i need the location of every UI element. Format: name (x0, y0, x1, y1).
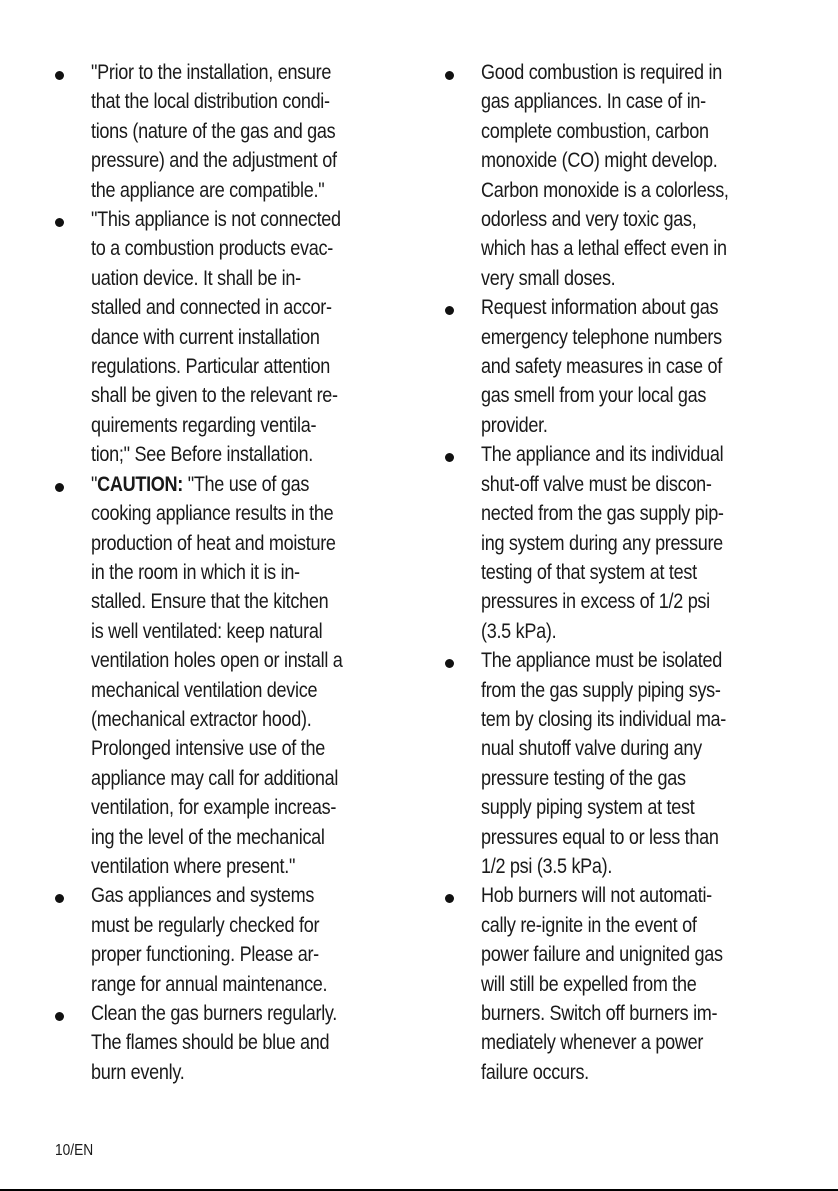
caution-first-line (91, 470, 357, 499)
text-line: The flames should be blue and (91, 1031, 330, 1055)
caution-label: CAUTION: (97, 472, 183, 496)
bullet-item (55, 205, 400, 470)
text-line: Hob burners will not automati- (481, 884, 712, 908)
text-line: to a combustion products evac- (91, 237, 333, 261)
bullet-item (445, 440, 785, 646)
text-line: burners. Switch off burners im- (481, 1002, 718, 1025)
bullet-dot-icon (55, 1012, 64, 1021)
text-line: pressures equal to or less than (481, 825, 719, 849)
bullet-item (445, 58, 785, 293)
bullet-dot-icon (445, 453, 454, 462)
right-column (445, 58, 785, 1087)
text-line: from the gas supply piping sys- (481, 678, 721, 702)
text-line: The appliance and its individual (481, 443, 724, 467)
bullet-dot-icon (445, 894, 454, 903)
text-line: tion;" See Before installation. (91, 443, 313, 467)
text-line: appliance may call for additional (91, 766, 339, 790)
text-line: that the local distribution condi- (91, 90, 330, 114)
text-line: range for annual maintenance. (91, 972, 328, 996)
text-line: ventilation, for example increas- (91, 796, 337, 820)
text-line: pressure testing of the gas (481, 766, 686, 790)
bullet-item (445, 646, 785, 881)
text-line: in the room in which it is in- (91, 560, 300, 584)
bullet-dot-icon (445, 659, 454, 668)
text-line: which has a lethal effect even in (481, 237, 727, 261)
text-line: odorless and very toxic gas, (481, 208, 697, 232)
page-number: 10/EN (55, 1142, 94, 1159)
bullet-dot-icon (445, 71, 454, 80)
text-line: provider. (481, 413, 548, 437)
text-line: ventilation where present." (91, 854, 296, 878)
text-line: ing system during any pressure (481, 531, 723, 555)
text-line: pressure) and the adjustment of (91, 149, 337, 173)
text-line: will still be expelled from the (481, 972, 697, 996)
text-line: tem by closing its individual ma- (481, 707, 727, 731)
text-line: production of heat and moisture (91, 531, 336, 555)
text-line: (3.5 kPa). (481, 619, 557, 643)
text-line: proper functioning. Please ar- (91, 943, 319, 967)
text-line: power failure and unignited gas (481, 943, 723, 967)
text-line: 1/2 psi (3.5 kPa). (481, 854, 613, 878)
text-line: (mechanical extractor hood). (91, 707, 312, 731)
bullet-dot-icon (445, 306, 454, 315)
text-line: Gas appliances and systems (91, 884, 315, 908)
caution-bullet-item (55, 470, 400, 882)
text-line: very small doses. (481, 266, 616, 290)
text-line: tions (nature of the gas and gas (91, 119, 336, 143)
text-line: mediately whenever a power (481, 1031, 704, 1055)
text-line: stalled and connected in accor- (91, 296, 332, 320)
text-line: quirements regarding ventila- (91, 413, 317, 437)
text-line: shall be given to the relevant re- (91, 384, 338, 408)
text-line: nected from the gas supply pip- (481, 502, 724, 526)
text-line: ventilation holes open or install a (91, 649, 343, 673)
text-line: the appliance are compatible." (91, 178, 325, 202)
text-line: Carbon monoxide is a colorless, (481, 178, 729, 202)
text-line: "This appliance is not connected (91, 208, 341, 232)
caution-open-quote: " (91, 472, 98, 496)
text-line: pressures in excess of 1/2 psi (481, 590, 710, 614)
bullet-dot-icon (55, 483, 64, 492)
text-line: must be regularly checked for (91, 913, 320, 937)
text-line: gas smell from your local gas (481, 384, 707, 408)
text-line: cally re-ignite in the event of (481, 913, 697, 937)
text-line: nual shutoff valve during any (481, 737, 702, 761)
text-line: is well ventilated: keep natural (91, 619, 323, 643)
text-line: Prolonged intensive use of the (91, 737, 325, 761)
left-column (55, 58, 400, 1087)
bullet-item (55, 999, 400, 1087)
text-line: "Prior to the installation, ensure (91, 61, 332, 84)
bullet-dot-icon (55, 894, 64, 903)
text-line: monoxide (CO) might develop. (481, 149, 718, 173)
bullet-dot-icon (55, 71, 64, 80)
text-line: supply piping system at test (481, 796, 695, 820)
text-line: uation device. It shall be in- (91, 266, 301, 290)
text-line: Clean the gas burners regularly. (91, 1002, 338, 1025)
text-line: The appliance must be isolated (481, 649, 722, 673)
text-line: complete combustion, carbon (481, 119, 709, 143)
bullet-dot-icon (55, 218, 64, 227)
text-line: Request information about gas (481, 296, 719, 320)
text-line: and safety measures in case of (481, 355, 722, 379)
bullet-item (445, 293, 785, 440)
bullet-item (55, 58, 400, 205)
caution-first-line-text: "The use of gas (182, 472, 310, 496)
text-line: dance with current installation (91, 325, 320, 349)
bullet-item (55, 881, 400, 999)
text-line: burn evenly. (91, 1060, 185, 1084)
text-line: testing of that system at test (481, 560, 697, 584)
text-line: stalled. Ensure that the kitchen (91, 590, 329, 614)
text-line: Good combustion is required in (481, 61, 722, 84)
text-line: regulations. Particular attention (91, 355, 331, 379)
text-line: gas appliances. In case of in- (481, 90, 706, 114)
text-line: cooking appliance results in the (91, 502, 334, 526)
text-line: failure occurs. (481, 1060, 589, 1084)
text-line: mechanical ventilation device (91, 678, 318, 702)
text-line: shut-off valve must be discon- (481, 472, 712, 496)
bullet-item (445, 881, 785, 1087)
text-line: ing the level of the mechanical (91, 825, 325, 849)
text-line: emergency telephone numbers (481, 325, 722, 349)
